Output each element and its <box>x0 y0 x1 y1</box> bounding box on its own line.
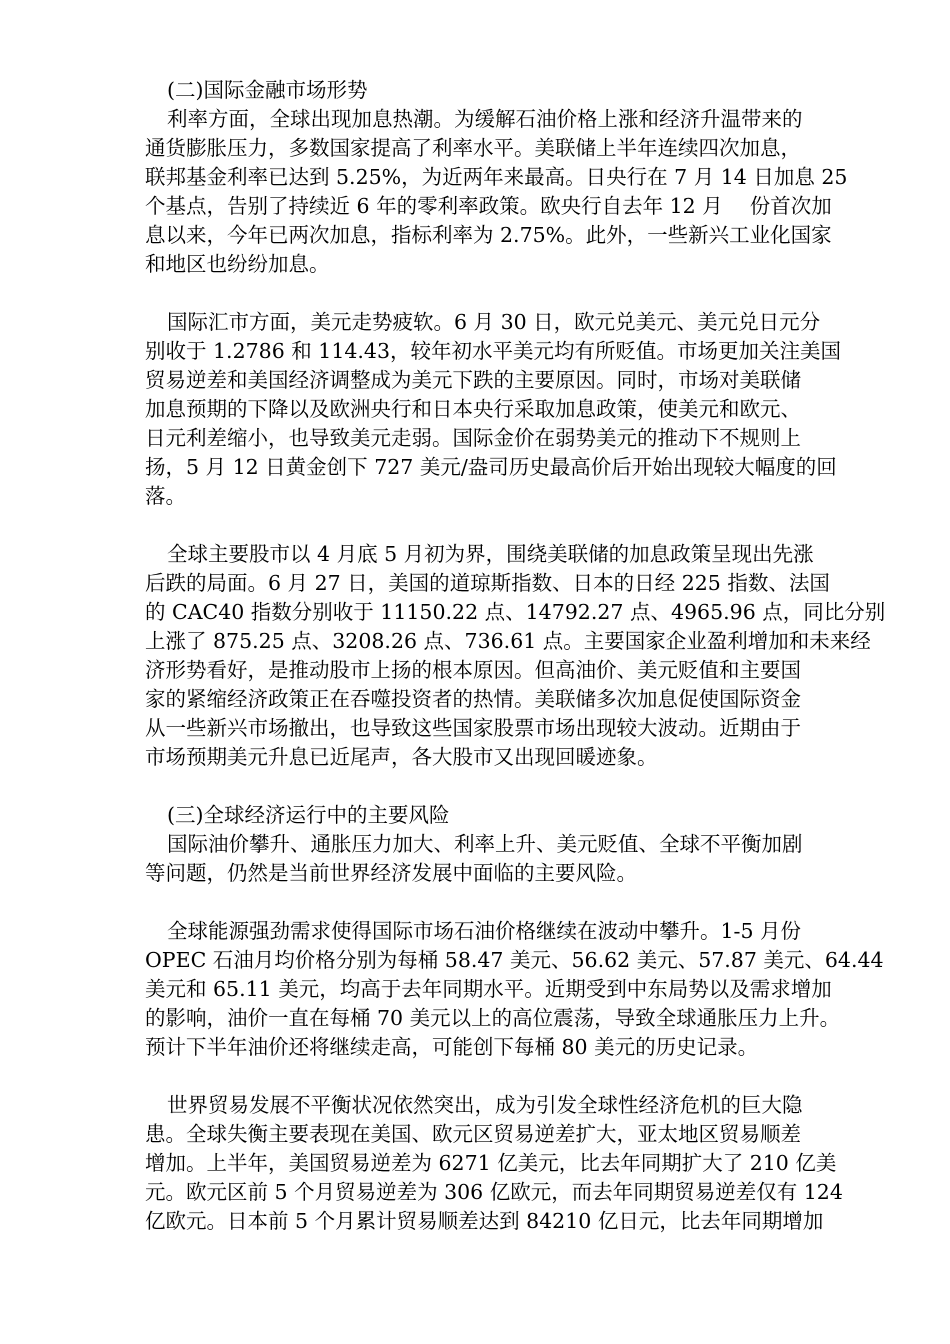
paragraph-line: 扬，5 月 12 日黄金创下 727 美元/盎司历史最高价后开始出现较大幅度的回 <box>145 455 837 479</box>
paragraph-line: 元。欧元区前 5 个月贸易逆差为 306 亿欧元，而去年同期贸易逆差仅有 124 <box>145 1180 843 1204</box>
paragraph-line: 联邦基金利率已达到 5.25%，为近两年来最高。日央行在 7 月 14 日加息 25 <box>145 165 848 189</box>
paragraph-line: 贸易逆差和美国经济调整成为美元下跌的主要原因。同时，市场对美联储 <box>145 368 801 392</box>
paragraph-line: 预计下半年油价还将继续走高，可能创下每桶 80 美元的历史记录。 <box>145 1035 759 1059</box>
paragraph-stock-markets <box>145 540 885 772</box>
paragraph-line: 的影响，油价一直在每桶 70 美元以上的高位震荡，导致全球通胀压力上升。 <box>145 1006 841 1030</box>
paragraph-currency-markets <box>145 308 885 511</box>
paragraph-line: 亿欧元。日本前 5 个月累计贸易顺差达到 84210 亿日元，比去年同期增加 <box>145 1209 824 1233</box>
paragraph-line: 市场预期美元升息已近尾声，各大股市又出现回暖迹象。 <box>145 745 658 769</box>
paragraph-line: 后跌的局面。6 月 27 日，美国的道琼斯指数、日本的日经 225 指数、法国 <box>145 571 830 595</box>
paragraph-line: 国际汇市方面，美元走势疲软。6 月 30 日，欧元兑美元、美元兑日元分 <box>167 310 821 334</box>
paragraph-line: 美元和 65.11 美元，均高于去年同期水平。近期受到中东局势以及需求增加 <box>145 977 832 1001</box>
section-heading-international-financial-markets <box>145 76 885 105</box>
paragraph-line: 等问题，仍然是当前世界经济发展中面临的主要风险。 <box>145 861 637 885</box>
paragraph-spacer <box>145 1062 885 1091</box>
paragraph-trade-imbalance <box>145 1091 885 1236</box>
paragraph-line: 世界贸易发展不平衡状况依然突出，成为引发全球性经济危机的巨大隐 <box>167 1093 803 1117</box>
paragraph-spacer <box>145 772 885 801</box>
paragraph-line: 和地区也纷纷加息。 <box>145 252 330 276</box>
paragraph-line: 个基点，告别了持续近 6 年的零利率政策。欧央行自去年 12 月 份首次加 <box>145 194 832 218</box>
heading-line: (三)全球经济运行中的主要风险 <box>167 803 450 827</box>
section-heading-main-risks <box>145 801 885 830</box>
paragraph-line: 全球主要股市以 4 月底 5 月初为界，围绕美联储的加息政策呈现出先涨 <box>167 542 814 566</box>
paragraph-line: 的 CAC40 指数分别收于 11150.22 点、14792.27 点、4965.96 点，同比分别 <box>145 600 886 624</box>
paragraph-oil-prices <box>145 917 885 1062</box>
paragraph-line: 日元利差缩小，也导致美元走弱。国际金价在弱势美元的推动下不规则上 <box>145 426 801 450</box>
paragraph-line: 利率方面，全球出现加息热潮。为缓解石油价格上涨和经济升温带来的 <box>167 107 803 131</box>
paragraph-line: 别收于 1.2786 和 114.43，较年初水平美元均有所贬值。市场更加关注美国 <box>145 339 842 363</box>
paragraph-spacer <box>145 888 885 917</box>
paragraph-line: OPEC 石油月均价格分别为每桶 58.47 美元、56.62 美元、57.87 美元、64.44 <box>145 948 884 972</box>
paragraph-line: 济形势看好，是推动股市上扬的根本原因。但高油价、美元贬值和主要国 <box>145 658 801 682</box>
paragraph-line: 增加。上半年，美国贸易逆差为 6271 亿美元，比去年同期扩大了 210 亿美 <box>145 1151 837 1175</box>
paragraph-line: 从一些新兴市场撤出，也导致这些国家股票市场出现较大波动。近期由于 <box>145 716 801 740</box>
paragraph-spacer <box>145 279 885 308</box>
paragraph-line: 加息预期的下降以及欧洲央行和日本央行采取加息政策，使美元和欧元、 <box>145 397 801 421</box>
paragraph-spacer <box>145 511 885 540</box>
paragraph-risks-overview <box>145 830 885 888</box>
paragraph-line: 家的紧缩经济政策正在吞噬投资者的热情。美联储多次加息促使国际资金 <box>145 687 801 711</box>
paragraph-line: 患。全球失衡主要表现在美国、欧元区贸易逆差扩大，亚太地区贸易顺差 <box>145 1122 801 1146</box>
paragraph-line: 全球能源强劲需求使得国际市场石油价格继续在波动中攀升。1-5 月份 <box>167 919 802 943</box>
paragraph-line: 通货膨胀压力，多数国家提高了利率水平。美联储上半年连续四次加息， <box>145 136 801 160</box>
paragraph-line: 国际油价攀升、通胀压力加大、利率上升、美元贬值、全球不平衡加剧 <box>167 832 803 856</box>
paragraph-line: 息以来，今年已两次加息，指标利率为 2.75%。此外，一些新兴工业化国家 <box>145 223 832 247</box>
paragraph-line: 落。 <box>145 484 186 508</box>
document-body <box>145 76 885 1236</box>
heading-line: (二)国际金融市场形势 <box>167 78 368 102</box>
paragraph-interest-rates <box>145 105 885 279</box>
paragraph-line: 上涨了 875.25 点、3208.26 点、736.61 点。主要国家企业盈利增加和未来经 <box>145 629 871 653</box>
